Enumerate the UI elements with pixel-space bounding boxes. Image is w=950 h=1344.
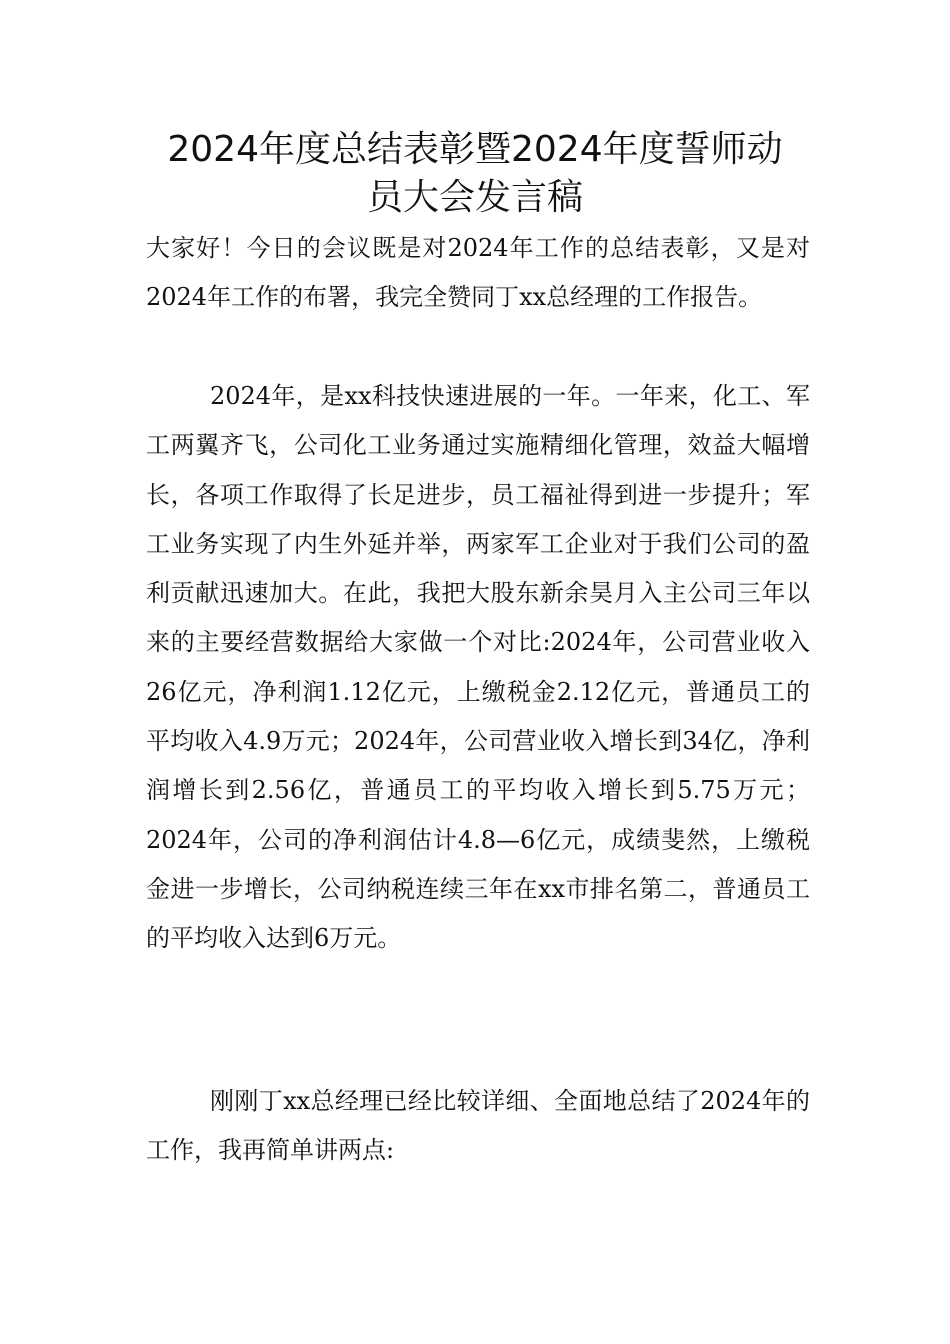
title-line-1: 2024年度总结表彰暨2024年度誓师动 [167, 129, 783, 170]
paragraph-greeting: 大家好！今日的会议既是对2024年工作的总结表彰，又是对2024年工作的布署，我完全赞同丁xx总经理的工作报告。 [146, 234, 810, 312]
document-title [120, 126, 830, 222]
title-line-2: 员大会发言稿 [366, 177, 583, 218]
paragraph-review: 2024年，是xx科技快速进展的一年。一年来，化工、军工两翼齐飞，公司化工业务通过实施精细化管理，效益大幅增长，各项工作取得了长足进步，员工福祉得到进一步提升；军工业务实现了内生外延并举，两家军工企业对于我们公司的盈利贡献迅速加大。在此，我把大股东新余昊月入主公司三年以来的主要经营数据给大家做一个对比:2024年，公司营业收入26亿元，净利润1.12亿元，上缴税金2.12亿元，普通员工的平均收入4.9万元；2024年，公司营业收入增长到34亿，净利润增长到2.56亿，普通员工的平均收入增长到5.75万元；2024年，公司的净利润估计4.8—6亿元，成绩斐然，上缴税金进一步增长，公司纳税连续三年在xx市排名第二，普通员工的平均收入达到6万元。 [146, 382, 810, 953]
paragraph-transition: 刚刚丁xx总经理已经比较详细、全面地总结了2024年的工作，我再简单讲两点: [146, 1087, 810, 1165]
